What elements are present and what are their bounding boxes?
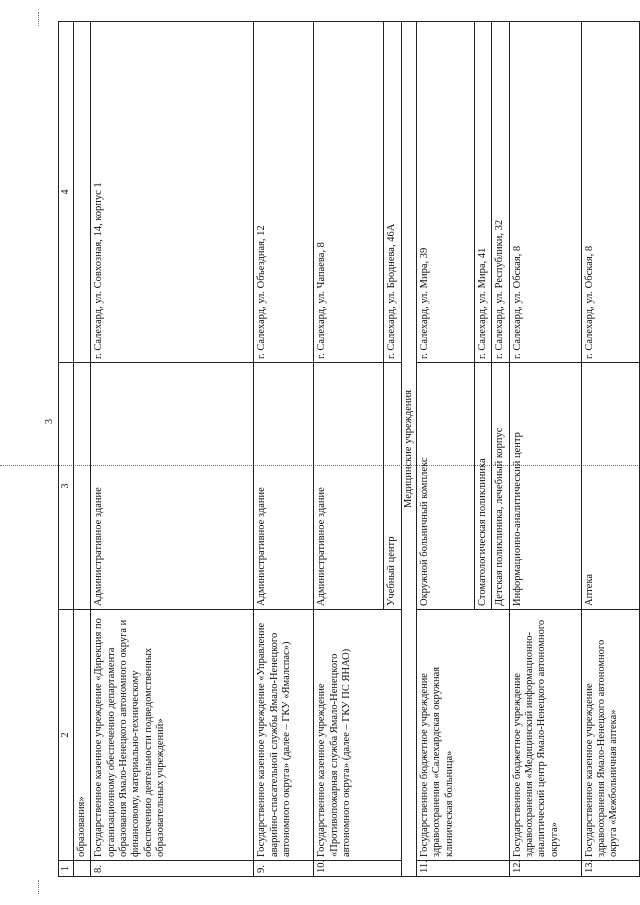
object-cell: Административное здание: [254, 363, 314, 610]
address-cell: г. Салехард, ул. Мира, 39: [416, 22, 474, 363]
table-row: [416, 22, 474, 877]
institutions-table: [58, 21, 640, 877]
column-number: 4: [59, 22, 74, 363]
column-number-row: [59, 22, 74, 877]
row-number: 8.: [91, 861, 254, 877]
organization-cell: Государственное казенное учреждение «Управление аварийно-спасательной службы Ямало-Ненецкого автономного округа» (далее – ГКУ «Ямалспас»): [254, 610, 314, 861]
row-number: 11.: [416, 861, 509, 877]
category-heading: Медицинские учреждения: [401, 22, 416, 877]
object-cell: Административное здание: [314, 363, 384, 610]
table-row: [91, 22, 254, 877]
organization-cell: Государственное бюджетное учреждение здравоохранения «Медицинский информационно-аналитический центр Ямало-Ненецкого автономного округа»: [509, 610, 581, 861]
column-number: 2: [59, 610, 74, 861]
rotated-table-sheet: [58, 22, 620, 877]
table-row: [73, 22, 90, 877]
organization-cell: Государственное казенное учреждение «Дирекция по организационному обеспечению департамента образования Ямало-Ненецкого автономного округа и финансовому, материально-техническому обеспечению деятельности подведомственных образовательных учреждений»: [91, 610, 254, 861]
object-cell: Стоматологическая поликлиника: [474, 363, 491, 610]
address-cell: г. Салехард, ул. Обская, 8: [581, 22, 639, 363]
organization-cell: Государственное бюджетное учреждение здравоохранения «Салехардская окружная клиническая больница»: [416, 610, 509, 861]
object-cell: Административное здание: [91, 363, 254, 610]
category-row: [401, 22, 416, 877]
table-row: [314, 22, 384, 877]
address-cell: г. Салехард, ул. Объездная, 12: [254, 22, 314, 363]
object-cell: Учебный центр: [384, 363, 401, 610]
row-number: 13.: [581, 861, 639, 877]
crop-mark-top: [38, 12, 40, 26]
address-cell: г. Салехард, ул. Обская, 8: [509, 22, 581, 363]
address-cell: г. Салехард, ул. Совхозная, 14, корпус 1: [91, 22, 254, 363]
table-row: [254, 22, 314, 877]
table-row: [581, 22, 639, 877]
crop-mark-bottom: [38, 880, 40, 894]
column-number: 3: [59, 363, 74, 610]
address-cell: г. Салехард, ул. Республики, 32: [492, 22, 509, 363]
organization-cell: Государственное казенное учреждение здравоохранения Ямало-Ненецкого автономного округа «Межбольничная аптека»: [581, 610, 639, 861]
address-cell: г. Салехард, ул. Чапаева, 8: [314, 22, 384, 363]
row-number: 9.: [254, 861, 314, 877]
object-cell: Информационно-аналитический центр: [509, 363, 581, 610]
organization-cell: Государственное казенное учреждение «Противопожарная служба Ямало-Ненецкого автономного округа» (далее – ГКУ ПС ЯНАО): [314, 610, 401, 861]
organization-cell: образования»: [73, 610, 90, 861]
object-cell: Аптека: [581, 363, 639, 610]
object-cell: Детская поликлиника, лечебный корпус: [492, 363, 509, 610]
address-cell: [73, 22, 90, 363]
table-row: [509, 22, 581, 877]
address-cell: г. Салехард, ул. Броднева, 46А: [384, 22, 401, 363]
row-number: [73, 861, 90, 877]
row-number: 12.: [509, 861, 581, 877]
object-cell: [73, 363, 90, 610]
object-cell: Окружной больничный комплекс: [416, 363, 474, 610]
row-number: 10.: [314, 861, 401, 877]
address-cell: г. Салехард, ул. Мира, 41: [474, 22, 491, 363]
page-number: 3: [44, 419, 55, 424]
column-number: 1: [59, 861, 74, 877]
